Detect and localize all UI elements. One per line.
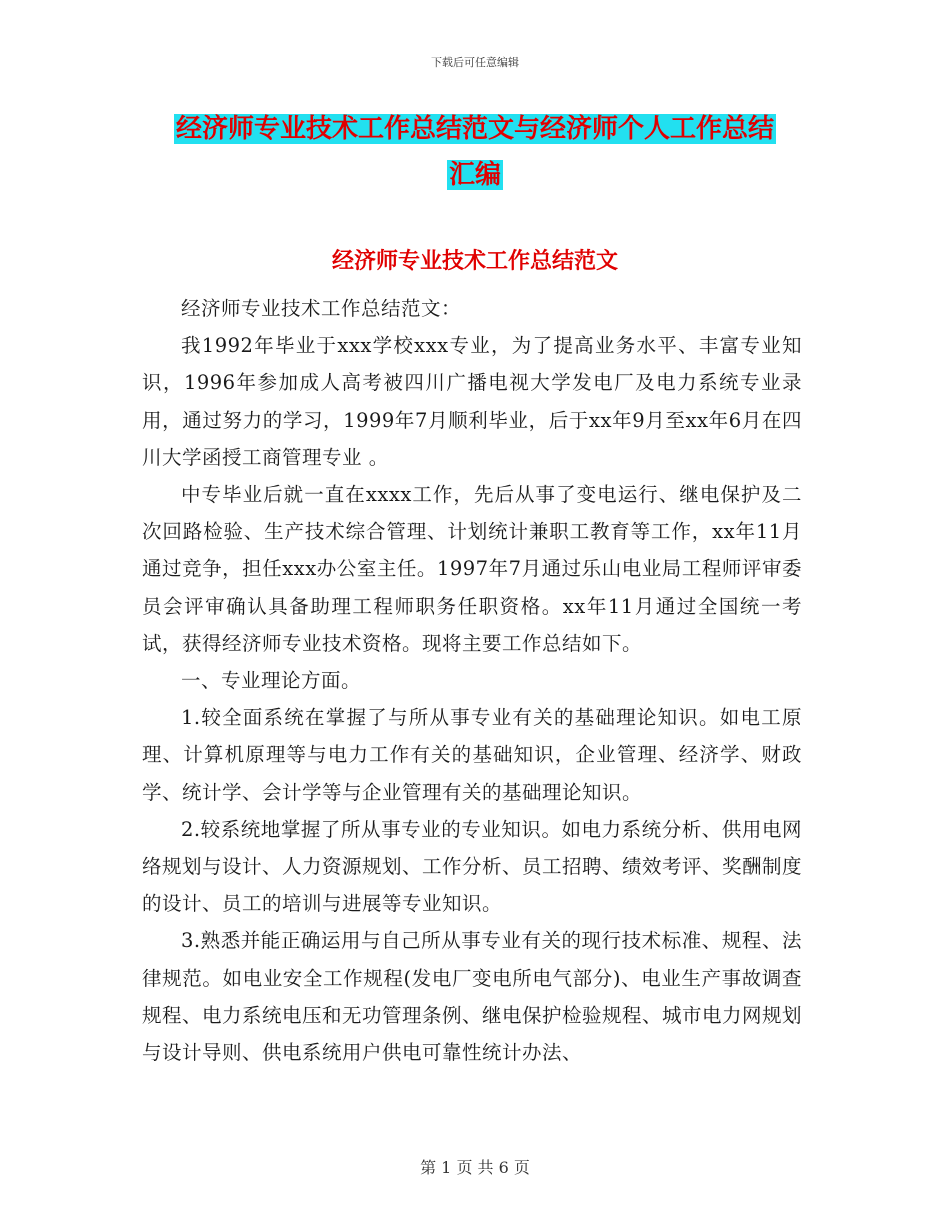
page-header-note: 下载后可任意编辑 [431, 56, 519, 69]
body-text [142, 290, 802, 1071]
title-line-2: 汇编 [448, 160, 501, 190]
paragraph: 一、专业理论方面。 [181, 669, 362, 693]
paragraph: 3.熟悉并能正确运用与自己所从事专业有关的现行技术标准、规程、法律规范。如电业安全工作规程(发电厂变电所电气部分)、电业生产事故调查规程、电力系统电压和无功管理条例、继电保护检验规程、城市电力网规划与设计导则、供电系统用户供电可靠性统计办法、 [142, 929, 803, 1065]
paragraph: 中专毕业后就一直在xxxx工作，先后从事了变电运行、继电保护及二次回路检验、生产技术综合管理、计划统计兼职工教育等工作，xx年11月通过竞争，担任xxx办公室主任。1997年7月通过乐山电业局工程师评审委员会评审确认具备助理工程师职务任职资格。xx年11月通过全国统一考试，获得经济师专业技术资格。现将主要工作总结如下。 [142, 483, 802, 655]
paragraph: 我1992年毕业于xxx学校xxx专业，为了提高业务水平、丰富专业知识，1996年参加成人高考被四川广播电视大学发电厂及电力系统专业录用，通过努力的学习，1999年7月顺利毕业，后于xx年9月至xx年6月在四川大学函授工商管理专业 。 [142, 334, 802, 469]
paragraph: 1.较全面系统在掌握了与所从事专业有关的基础理论知识。如电工原理、计算机原理等与电力工作有关的基础知识，企业管理、经济学、财政学、统计学、会计学等与企业管理有关的基础理论知识。 [142, 706, 802, 804]
document-title [0, 106, 950, 198]
paragraph: 2.较系统地掌握了所从事专业的专业知识。如电力系统分析、供用电网络规划与设计、人力资源规划、工作分析、员工招聘、绩效考评、奖酬制度的设计、员工的培训与进展等专业知识。 [142, 817, 803, 916]
paragraph: 经济师专业技术工作总结范文： [181, 297, 462, 320]
page-number: 第 1 页 共 6 页 [420, 1158, 530, 1177]
title-line-1: 经济师专业技术工作总结范文与经济师个人工作总结 [175, 114, 774, 144]
section-title: 经济师专业技术工作总结范文 [331, 248, 618, 274]
